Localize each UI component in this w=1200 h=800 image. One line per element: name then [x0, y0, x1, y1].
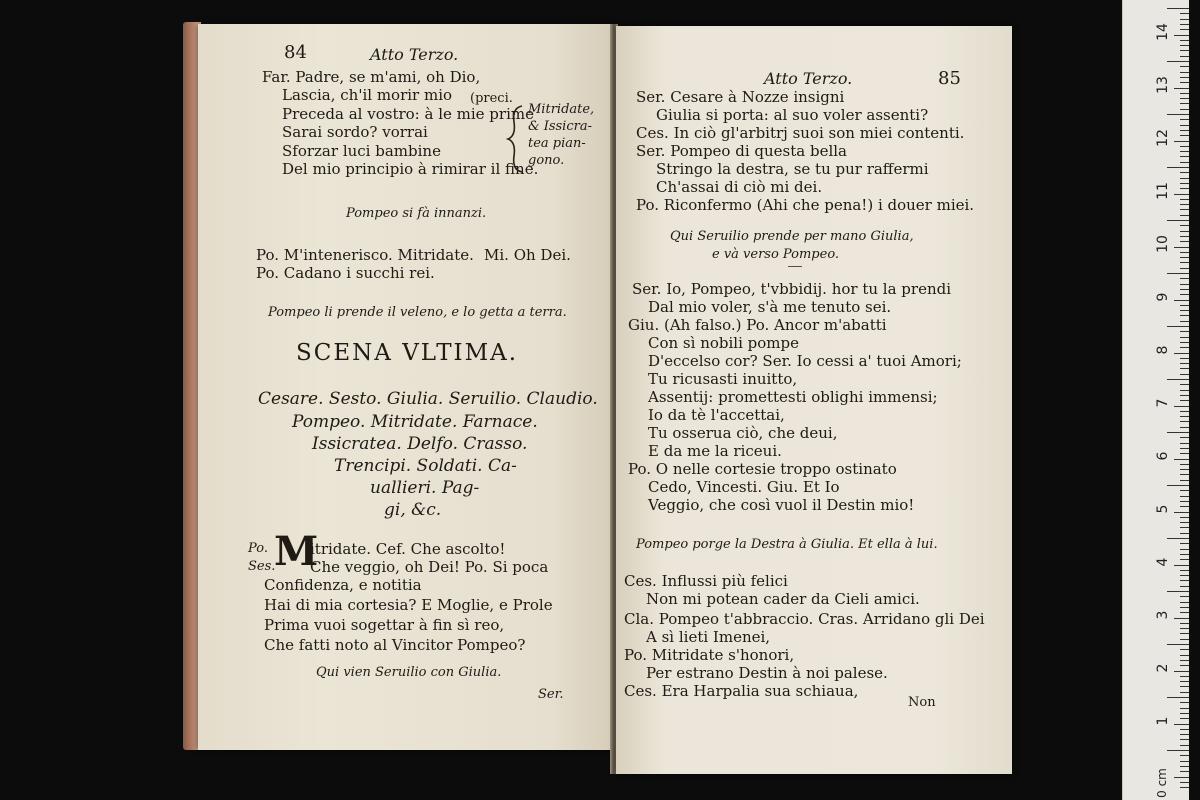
- verse-line: Far. Padre, se m'ami, oh Dio,: [262, 68, 481, 86]
- catchword: Non: [908, 695, 936, 710]
- ruler-tick: [1180, 543, 1189, 544]
- ruler-tick: [1180, 204, 1189, 205]
- ruler-tick: [1180, 24, 1189, 25]
- ruler-tick: [1180, 368, 1189, 369]
- ruler-tick: [1180, 469, 1189, 470]
- cast-list-line: gi, &c.: [384, 500, 442, 520]
- ruler-tick: [1180, 686, 1189, 687]
- ruler-tick: [1174, 247, 1189, 248]
- verse-line: Veggio, che così vuol il Destin mio!: [648, 496, 915, 514]
- ruler-tick: [1180, 421, 1189, 422]
- ruler-tick: [1180, 209, 1189, 210]
- ruler-number: 6: [1155, 451, 1171, 461]
- ruler-tick: [1180, 718, 1189, 719]
- ruler-tick: [1180, 633, 1189, 634]
- ruler-tick: [1180, 437, 1189, 438]
- ruler-tick: [1180, 506, 1189, 507]
- drop-cap: M: [274, 528, 319, 575]
- verse-line: Ser. Io, Pompeo, t'vbbidij. hor tu la prendi: [632, 280, 952, 298]
- ruler-tick: [1180, 262, 1189, 263]
- ruler-tick: [1180, 496, 1189, 497]
- measuring-ruler: [1122, 0, 1189, 800]
- ruler-tick: [1180, 559, 1189, 560]
- ruler-tick: [1180, 501, 1189, 502]
- ruler-tick: [1174, 141, 1189, 142]
- ruler-tick: [1180, 315, 1189, 316]
- ruler-tick: [1167, 644, 1189, 645]
- ruler-tick: [1174, 459, 1189, 460]
- ruler-tick: [1167, 485, 1189, 486]
- ruler-tick: [1180, 474, 1189, 475]
- verse-line: Lascia, ch'il morir mio: [282, 86, 453, 104]
- ruler-tick: [1167, 538, 1189, 539]
- stage-direction: Qui Seruilio prende per mano Giulia,: [670, 229, 914, 244]
- ruler-tick: [1180, 13, 1189, 14]
- ruler-tick: [1180, 771, 1189, 772]
- ruler-tick: [1180, 782, 1189, 783]
- ruler-tick: [1180, 188, 1189, 189]
- ruler-tick: [1180, 45, 1189, 46]
- ruler-tick: [1180, 98, 1189, 99]
- page-number: 84: [284, 42, 307, 63]
- ruler-tick: [1180, 358, 1189, 359]
- ruler-tick: [1180, 231, 1189, 232]
- right-page: [616, 26, 1012, 774]
- ruler-number: 14: [1155, 23, 1171, 41]
- ruler-tick: [1167, 326, 1189, 327]
- ruler-tick: [1180, 655, 1189, 656]
- running-head: Atto Terzo.: [370, 45, 459, 64]
- ruler-tick: [1180, 321, 1189, 322]
- ruler-tick: [1180, 570, 1189, 571]
- ruler-tick: [1180, 729, 1189, 730]
- verse-line: Ser. Cesare à Nozze insigni: [636, 88, 845, 106]
- ruler-tick: [1174, 618, 1189, 619]
- ruler-tick: [1180, 453, 1189, 454]
- ruler-tick: [1167, 432, 1189, 433]
- ruler-number: 11: [1155, 182, 1171, 200]
- ruler-tick: [1174, 88, 1189, 89]
- ruler-tick: [1180, 787, 1189, 788]
- ruler-tick: [1180, 761, 1189, 762]
- verse-line: Preceda al vostro: à le mie prime: [282, 105, 534, 123]
- ruler-tick: [1180, 448, 1189, 449]
- verse-line: D'eccelso cor? Ser. Io cessi a' tuoi Amori;: [648, 352, 962, 370]
- cast-list-line: Trencipi. Soldati. Ca-: [334, 456, 517, 476]
- ruler-tick: [1174, 512, 1189, 513]
- verse-line: Po. M'intenerisco. Mitridate.: [256, 246, 474, 264]
- ruler-number: 2: [1155, 663, 1171, 673]
- verse-line: itridate. Cef. Che ascolto!: [310, 540, 506, 558]
- verse-line: Giu. (Ah falso.) Po. Ancor m'abatti: [628, 316, 887, 334]
- ruler-tick: [1180, 628, 1189, 629]
- ruler-tick: [1180, 464, 1189, 465]
- cast-list-line: Pompeo. Mitridate. Farnace.: [292, 412, 538, 432]
- ruler-tick: [1180, 151, 1189, 152]
- ruler-number: 10: [1155, 235, 1171, 253]
- ruler-tick: [1180, 215, 1189, 216]
- ruler-tick: [1180, 199, 1189, 200]
- verse-line: Po. Cadano i succhi rei.: [256, 264, 435, 282]
- side-note: & Issicra-: [528, 119, 592, 134]
- verse-line: Dal mio voler, s'à me tenuto sei.: [648, 298, 892, 316]
- ruler-tick: [1180, 390, 1189, 391]
- ruler-tick: [1180, 109, 1189, 110]
- ruler-tick: [1174, 777, 1189, 778]
- ruler-tick: [1180, 347, 1189, 348]
- side-note: tea pian-: [528, 136, 586, 151]
- verse-line: Assentij: promettesti oblighi immensi;: [648, 388, 938, 406]
- ruler-tick: [1167, 379, 1189, 380]
- verse-line: Hai di mia cortesia? E Moglie, e Prole: [264, 596, 553, 614]
- ruler-tick: [1174, 671, 1189, 672]
- ruler-tick: [1180, 745, 1189, 746]
- scene-heading: SCENA VLTIMA.: [296, 340, 519, 366]
- ruler-tick: [1180, 56, 1189, 57]
- side-note: gono.: [528, 153, 565, 168]
- verse-line: Io da tè l'accettai,: [648, 406, 785, 424]
- cast-list-line: Issicratea. Delfo. Crasso.: [312, 434, 528, 454]
- ruler-tick: [1180, 416, 1189, 417]
- verse-line: Per estrano Destin à noi palese.: [646, 664, 888, 682]
- ruler-tick: [1167, 220, 1189, 221]
- ruler-tick: [1180, 284, 1189, 285]
- ruler-tick: [1180, 575, 1189, 576]
- verse-fragment: (preci.: [470, 91, 513, 106]
- verse-line: Ces. Influssi più felici: [624, 572, 788, 590]
- verse-line: Po. Mitridate s'honori,: [624, 646, 795, 664]
- verse-line: Mi. Oh Dei.: [484, 246, 571, 264]
- ruler-number: 9: [1155, 292, 1171, 302]
- ruler-tick: [1180, 517, 1189, 518]
- ruler-tick: [1167, 167, 1189, 168]
- ruler-tick: [1174, 300, 1189, 301]
- ruler-tick: [1180, 708, 1189, 709]
- ruler-tick: [1180, 72, 1189, 73]
- verse-line: A sì lieti Imenei,: [646, 628, 771, 646]
- ruler-tick: [1174, 406, 1189, 407]
- ruler-tick: [1180, 236, 1189, 237]
- ruler-tick: [1180, 119, 1189, 120]
- ruler-tick: [1180, 676, 1189, 677]
- ruler-tick: [1180, 103, 1189, 104]
- verse-line: Confidenza, e notitia: [264, 576, 422, 594]
- cast-list-line: Cesare. Sesto. Giulia. Seruilio. Claudio.: [258, 389, 598, 409]
- verse-line: Cla. Pompeo t'abbraccio. Cras. Arridano gli Dei: [624, 610, 985, 628]
- ruler-tick: [1180, 586, 1189, 587]
- ruler-tick: [1180, 289, 1189, 290]
- ruler-tick: [1180, 395, 1189, 396]
- ruler-tick: [1167, 8, 1189, 9]
- ruler-tick: [1180, 125, 1189, 126]
- verse-line: Tu osserua ciò, che deui,: [648, 424, 838, 442]
- ruler-tick: [1180, 278, 1189, 279]
- ruler-tick: [1180, 522, 1189, 523]
- ruler-tick: [1180, 310, 1189, 311]
- ruler-tick: [1180, 305, 1189, 306]
- ruler-tick: [1180, 257, 1189, 258]
- page-number: 85: [938, 68, 961, 89]
- ruler-tick: [1167, 591, 1189, 592]
- ruler-tick: [1167, 61, 1189, 62]
- ruler-tick: [1180, 135, 1189, 136]
- ruler-tick: [1180, 639, 1189, 640]
- ruler-tick: [1180, 241, 1189, 242]
- ruler-tick: [1180, 596, 1189, 597]
- speaker-tag: Po.: [248, 541, 268, 556]
- ruler-tick: [1180, 692, 1189, 693]
- ruler-tick: [1180, 374, 1189, 375]
- ruler-tick: [1180, 29, 1189, 30]
- verse-line: Ces. In ciò gl'arbitrj suoi son miei contenti.: [636, 124, 965, 142]
- ruler-tick: [1180, 162, 1189, 163]
- verse-line: Con sì nobili pompe: [648, 334, 799, 352]
- speaker-tag: Ses.: [248, 559, 276, 574]
- ruler-tick: [1180, 337, 1189, 338]
- ruler-tick: [1180, 554, 1189, 555]
- ruler-tick: [1180, 384, 1189, 385]
- verse-line: E da me la riceui.: [648, 442, 782, 460]
- ruler-tick: [1180, 766, 1189, 767]
- ruler-tick: [1174, 565, 1189, 566]
- verse-line: Sarai sordo? vorrai: [282, 123, 428, 141]
- ruler-tick: [1174, 724, 1189, 725]
- ruler-tick: [1180, 146, 1189, 147]
- ruler-number: 3: [1155, 610, 1171, 620]
- verse-line: Che veggio, oh Dei! Po. Si poca: [310, 558, 549, 576]
- ruler-tick: [1180, 268, 1189, 269]
- left-page: [198, 24, 612, 750]
- verse-line: Giulia si porta: al suo voler assenti?: [656, 106, 929, 124]
- ruler-tick: [1167, 697, 1189, 698]
- stage-direction: Pompeo si fà innanzi.: [346, 206, 487, 221]
- stage-direction: Qui vien Seruilio con Giulia.: [316, 665, 502, 680]
- brace-icon: [506, 104, 526, 174]
- verse-line: Del mio principio à rimirar il fine.: [282, 160, 539, 178]
- stage-direction: Pompeo li prende il veleno, e lo getta a terra.: [268, 305, 567, 320]
- ruler-tick: [1180, 607, 1189, 608]
- ruler-tick: [1174, 35, 1189, 36]
- verse-line: Non mi potean cader da Cieli amici.: [646, 590, 920, 608]
- ruler-tick: [1180, 490, 1189, 491]
- ruler-tick: [1174, 353, 1189, 354]
- verse-line: Tu ricusasti inuitto,: [648, 370, 798, 388]
- ruler-tick: [1180, 665, 1189, 666]
- verse-line: Stringo la destra, se tu pur raffermi: [656, 160, 929, 178]
- ruler-tick: [1180, 713, 1189, 714]
- side-note: Mitridate,: [528, 102, 595, 117]
- ruler-unit: 0 cm: [1154, 768, 1169, 798]
- ruler-tick: [1180, 225, 1189, 226]
- ruler-tick: [1180, 82, 1189, 83]
- verse-line: Sforzar luci bambine: [282, 142, 441, 160]
- verse-line: Po. Riconfermo (Ahi che pena!) i douer miei.: [636, 196, 975, 214]
- ruler-tick: [1180, 156, 1189, 157]
- stage-direction: Pompeo porge la Destra à Giulia. Et ella à lui.: [636, 537, 938, 552]
- ruler-tick: [1180, 734, 1189, 735]
- ruler-tick: [1180, 480, 1189, 481]
- ruler-number: 7: [1155, 398, 1171, 408]
- verse-line: Ces. Era Harpalia sua schiaua,: [624, 682, 859, 700]
- ruler-tick: [1180, 294, 1189, 295]
- ruler-number: 13: [1155, 76, 1171, 94]
- ruler-tick: [1180, 66, 1189, 67]
- ruler-tick: [1180, 172, 1189, 173]
- ruler-tick: [1180, 527, 1189, 528]
- ruler-tick: [1180, 50, 1189, 51]
- ruler-tick: [1180, 739, 1189, 740]
- ruler-tick: [1167, 273, 1189, 274]
- ruler-tick: [1180, 178, 1189, 179]
- ruler-tick: [1180, 549, 1189, 550]
- running-head: Atto Terzo.: [764, 69, 853, 88]
- ruler-tick: [1180, 252, 1189, 253]
- ruler-tick: [1180, 602, 1189, 603]
- ruler-tick: [1180, 183, 1189, 184]
- ruler-number: 1: [1155, 716, 1171, 726]
- ruler-number: 8: [1155, 345, 1171, 355]
- stage-direction: e và verso Pompeo.: [712, 247, 840, 262]
- verse-line: Ser. Pompeo di questa bella: [636, 142, 847, 160]
- ruler-tick: [1180, 533, 1189, 534]
- ruler-tick: [1180, 660, 1189, 661]
- ruler-tick: [1180, 755, 1189, 756]
- ruler-tick: [1180, 331, 1189, 332]
- ruler-tick: [1180, 612, 1189, 613]
- ruler-tick: [1167, 114, 1189, 115]
- ruler-tick: [1174, 194, 1189, 195]
- ruler-tick: [1180, 342, 1189, 343]
- ruler-tick: [1167, 750, 1189, 751]
- ruler-tick: [1180, 649, 1189, 650]
- ruler-tick: [1180, 427, 1189, 428]
- ruler-tick: [1180, 443, 1189, 444]
- verse-line: Che fatti noto al Vincitor Pompeo?: [264, 636, 526, 654]
- ruler-tick: [1180, 363, 1189, 364]
- catchword: Ser.: [538, 687, 564, 702]
- ruler-tick: [1180, 77, 1189, 78]
- ruler-number: 4: [1155, 557, 1171, 567]
- ruler-tick: [1180, 130, 1189, 131]
- ruler-tick: [1180, 580, 1189, 581]
- verse-line: Prima vuoi sogettar à fin sì reo,: [264, 616, 505, 634]
- cast-list-line: uallieri. Pag-: [370, 478, 480, 498]
- ruler-number: 5: [1155, 504, 1171, 514]
- ruler-tick: [1180, 93, 1189, 94]
- ruler-tick: [1180, 623, 1189, 624]
- divider: [788, 266, 802, 267]
- ruler-tick: [1180, 411, 1189, 412]
- verse-line: Cedo, Vincesti. Giu. Et Io: [648, 478, 840, 496]
- ruler-tick: [1180, 40, 1189, 41]
- verse-line: Po. O nelle cortesie troppo ostinato: [628, 460, 897, 478]
- ruler-number: 12: [1155, 129, 1171, 147]
- ruler-tick: [1180, 400, 1189, 401]
- ruler-tick: [1180, 681, 1189, 682]
- ruler-tick: [1180, 702, 1189, 703]
- ruler-tick: [1180, 19, 1189, 20]
- verse-line: Ch'assai di ciò mi dei.: [656, 178, 823, 196]
